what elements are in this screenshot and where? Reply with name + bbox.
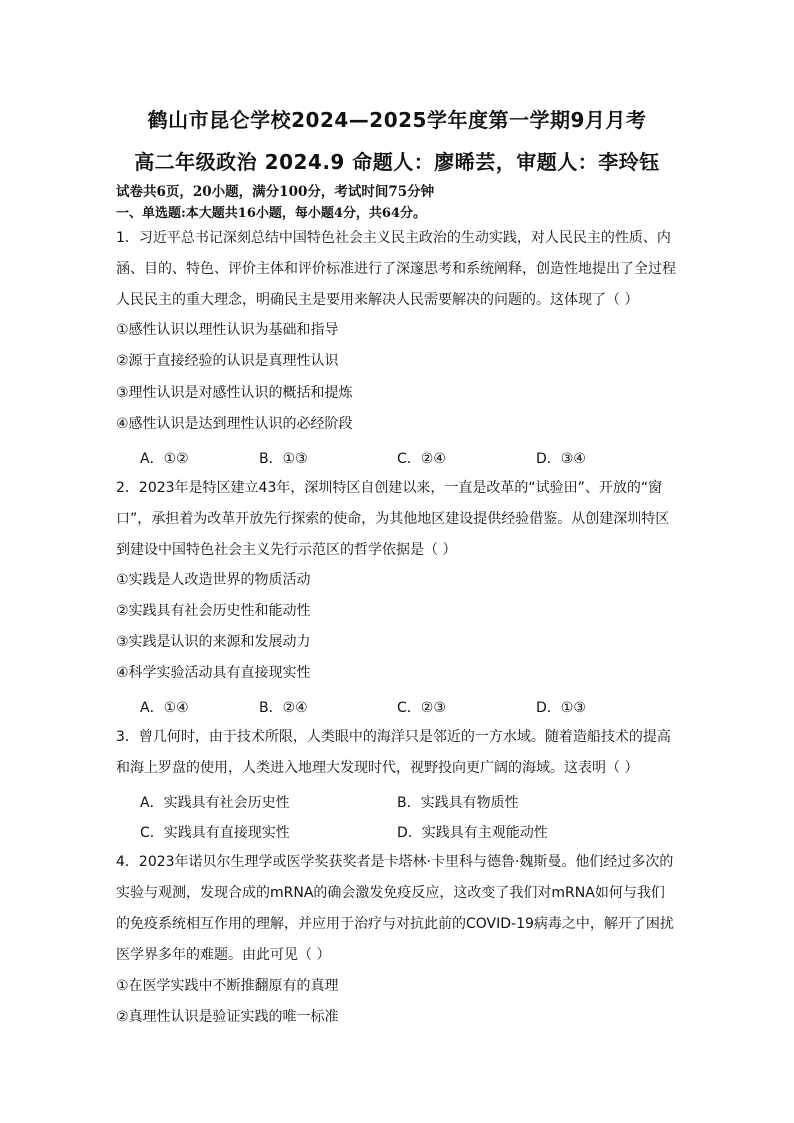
question-1-option-a: A．①② [140, 451, 189, 467]
question-2-line: 到建设中国特色社会主义先行示范区的哲学依据是（ ） [116, 542, 457, 558]
question-1-line: 人民民主的重大理念，明确民主是要用来解决人民需要解决的问题的。这体现了（ ） [116, 292, 639, 308]
section-heading: 一、单选题:本大题共16小题，每小题4分，共64分。 [116, 206, 427, 221]
question-2-line: 口”，承担着为改革开放先行探索的使命，为其他地区建设提供经验借鉴。从创建深圳特区 [116, 511, 670, 527]
question-3-option-b: B．实践具有物质性 [397, 795, 519, 811]
question-2-option-b: B．②④ [259, 700, 308, 716]
question-1-statement: ④感性认识是达到理性认识的必经阶段 [116, 416, 353, 432]
exam-subtitle: 高二年级政治 2024.9 命题人：廖晞芸，审题人：李玲钰 [134, 150, 660, 174]
exam-info: 试卷共6页，20小题，满分100分，考试时间75分钟 [116, 184, 435, 200]
question-2-statement: ②实践具有社会历史性和能动性 [116, 603, 311, 619]
question-4-line: 4．2023年诺贝尔生理学或医学奖获奖者是卡塔林·卡里科与德鲁·魏斯曼。他们经过多次的 [116, 854, 674, 870]
exam-title: 鹤山市昆仑学校2024—2025学年度第一学期9月月考 [147, 108, 647, 132]
question-1-line: 涵、目的、特色、评价主体和评价标准进行了深邃思考和系统阐释，创造性地提出了全过程 [116, 261, 676, 277]
question-3-option-a: A．实践具有社会历史性 [140, 795, 290, 811]
question-4-statement: ②真理性认识是验证实践的唯一标准 [116, 1009, 339, 1025]
question-4-line: 实验与观测，发现合成的mRNA的确会激发免疫反应，这改变了我们对mRNA如何与我们 [116, 885, 665, 901]
question-2-line: 2．2023年是特区建立43年，深圳特区自创建以来，一直是改革的“试验田”、开放的“窗 [116, 480, 663, 496]
question-2-option-d: D．①③ [536, 700, 586, 716]
question-3-line: 3．曾几何时，由于技术所限，人类眼中的海洋只是邻近的一方水域。随着造船技术的提高 [116, 729, 671, 745]
question-1-line: 1．习近平总书记深刻总结中国特色社会主义民主政治的生动实践，对人民民主的性质、内 [116, 230, 671, 246]
question-2-statement: ①实践是人改造世界的物质活动 [116, 572, 311, 588]
question-1-statement: ②源于直接经验的认识是真理性认识 [116, 353, 339, 369]
question-4-statement: ①在医学实践中不断推翻原有的真理 [116, 978, 339, 994]
question-2-option-c: C．②③ [397, 700, 446, 716]
question-1-statement: ①感性认识以理性认识为基础和指导 [116, 322, 339, 338]
question-2-option-a: A．①④ [140, 700, 189, 716]
question-4-line: 的免疫系统相互作用的理解，并应用于治疗与对抗此前的COVID-19病毒之中，解开了困扰 [116, 916, 674, 932]
question-3-option-c: C．实践具有直接现实性 [140, 825, 290, 841]
question-4-line: 医学界多年的难题。由此可见（ ） [116, 947, 331, 963]
question-1-option-d: D．③④ [536, 451, 586, 467]
question-2-statement: ④科学实验活动具有直接现实性 [116, 665, 311, 681]
question-2-statement: ③实践是认识的来源和发展动力 [116, 634, 311, 650]
question-1-option-c: C．②④ [397, 451, 446, 467]
question-3-option-d: D．实践具有主观能动性 [397, 825, 548, 841]
question-1-option-b: B．①③ [259, 451, 308, 467]
question-1-statement: ③理性认识是对感性认识的概括和提炼 [116, 385, 353, 401]
question-3-line: 和海上罗盘的使用，人类进入地理大发现时代，视野投向更广阔的海域。这表明（ ） [116, 760, 639, 776]
